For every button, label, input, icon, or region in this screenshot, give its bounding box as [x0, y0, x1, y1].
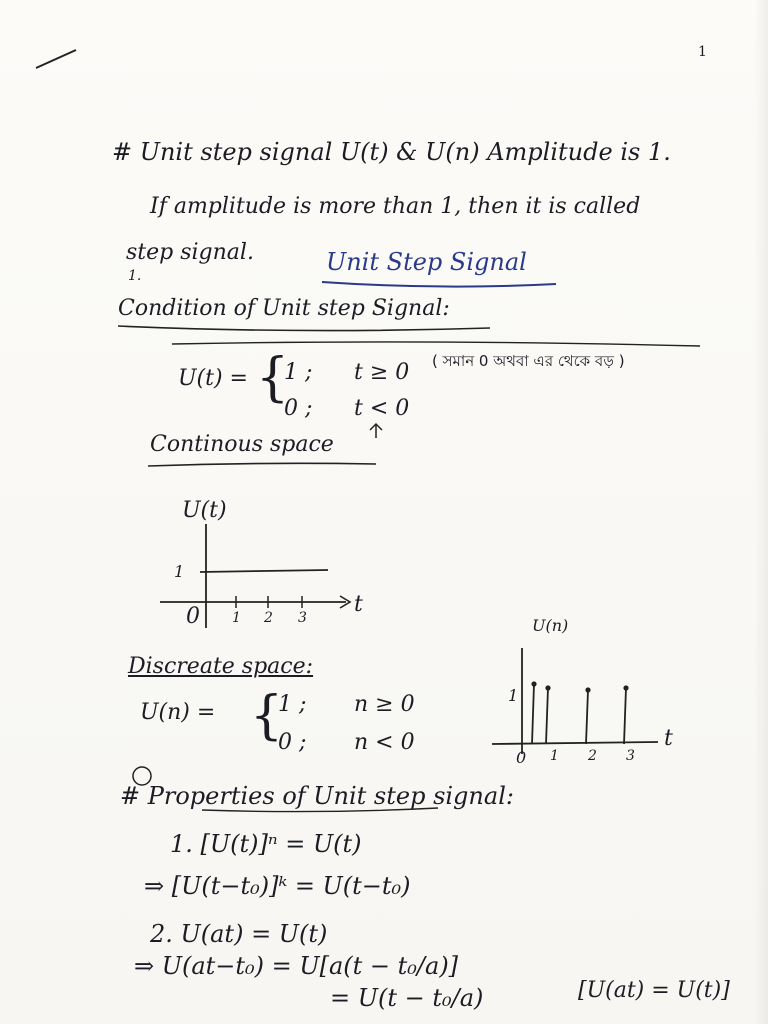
continuous-label: Continous space [150, 432, 334, 457]
property-2-implication: ⇒ U(at−t₀) = U[a(t − t₀/a)] [134, 952, 459, 980]
graph2-sample-0-dot [531, 681, 536, 686]
condition-title: Condition of Unit step Signal: [118, 296, 450, 321]
graph2-x-axis [492, 742, 658, 744]
graph2-sample-1 [546, 688, 548, 744]
graph1-y-tick: 1 [174, 562, 185, 581]
disc-case2-cond: n < 0 [354, 730, 415, 755]
cont-case1-note: ( সমান 0 অথবা এর থেকে বড় ) [432, 352, 625, 370]
cont-case1-cond: t ≥ 0 [354, 360, 410, 385]
property-2-note: [U(at) = U(t)] [578, 978, 730, 1003]
property-2: 2. U(at) = U(t) [150, 920, 328, 948]
graph2-origin: 0 [516, 748, 527, 767]
graph2-sample-3 [624, 688, 626, 744]
graph1-xlabel: t [354, 592, 363, 617]
disc-brace: { [250, 686, 284, 746]
graph2-sample-3-dot [623, 685, 628, 690]
continuous-underline [148, 463, 376, 466]
condition-underline [118, 326, 490, 331]
property-2-result: = U(t − t₀/a) [330, 984, 484, 1012]
disc-lhs: U(n) = [140, 700, 216, 725]
graph2-xlabel: t [664, 726, 673, 751]
graph1-step-line [200, 570, 328, 572]
intro-marker: 1. [128, 268, 142, 284]
graph2-x-tick-1: 1 [550, 748, 559, 764]
property-1-implication: ⇒ [U(t−t₀)]ᵏ = U(t−t₀) [144, 872, 411, 900]
page-number: 1 [698, 44, 707, 60]
graph2-ylabel: U(n) [532, 616, 569, 635]
property-1: 1. [U(t)]ⁿ = U(t) [170, 830, 362, 858]
overline-rule [172, 342, 700, 346]
disc-case2-val: 0 ; [278, 730, 307, 755]
corner-pen-mark [36, 50, 76, 68]
graph2-x-tick-3: 3 [626, 748, 635, 764]
unit-step-underline [322, 282, 556, 287]
cont-case2-cond: t < 0 [354, 396, 410, 421]
graph2-x-tick-2: 2 [588, 748, 597, 764]
graph2-sample-2-dot [585, 687, 590, 692]
graph2-sample-2 [586, 690, 588, 744]
cont-lhs: U(t) = [178, 366, 248, 391]
heading: # Unit step signal U(t) & U(n) Amplitude is 1. [112, 138, 671, 166]
graph1-x-tick-2: 2 [264, 610, 273, 626]
properties-title: # Properties of Unit step signal: [120, 782, 514, 810]
disc-case1-cond: n ≥ 0 [354, 692, 415, 717]
cont-case1-val: 1 ; [284, 360, 313, 385]
intro-line-2: step signal. [126, 240, 254, 265]
graph2-sample-0 [532, 684, 534, 744]
disc-case1-val: 1 ; [278, 692, 307, 717]
graph1-ylabel: U(t) [182, 498, 227, 523]
graph1-x-tick-3: 3 [298, 610, 307, 626]
graph2-sample-1-dot [545, 685, 550, 690]
graph1-x-tick-1: 1 [232, 610, 241, 626]
unit-step-title: Unit Step Signal [326, 248, 527, 276]
graph1-origin: 0 [186, 604, 200, 629]
intro-line-1: If amplitude is more than 1, then it is called [150, 194, 641, 219]
discrete-label: Discreate space: [128, 654, 314, 679]
graph2-y-tick: 1 [508, 686, 519, 705]
cont-brace: { [256, 348, 290, 408]
cont-case2-val: 0 ; [284, 396, 313, 421]
